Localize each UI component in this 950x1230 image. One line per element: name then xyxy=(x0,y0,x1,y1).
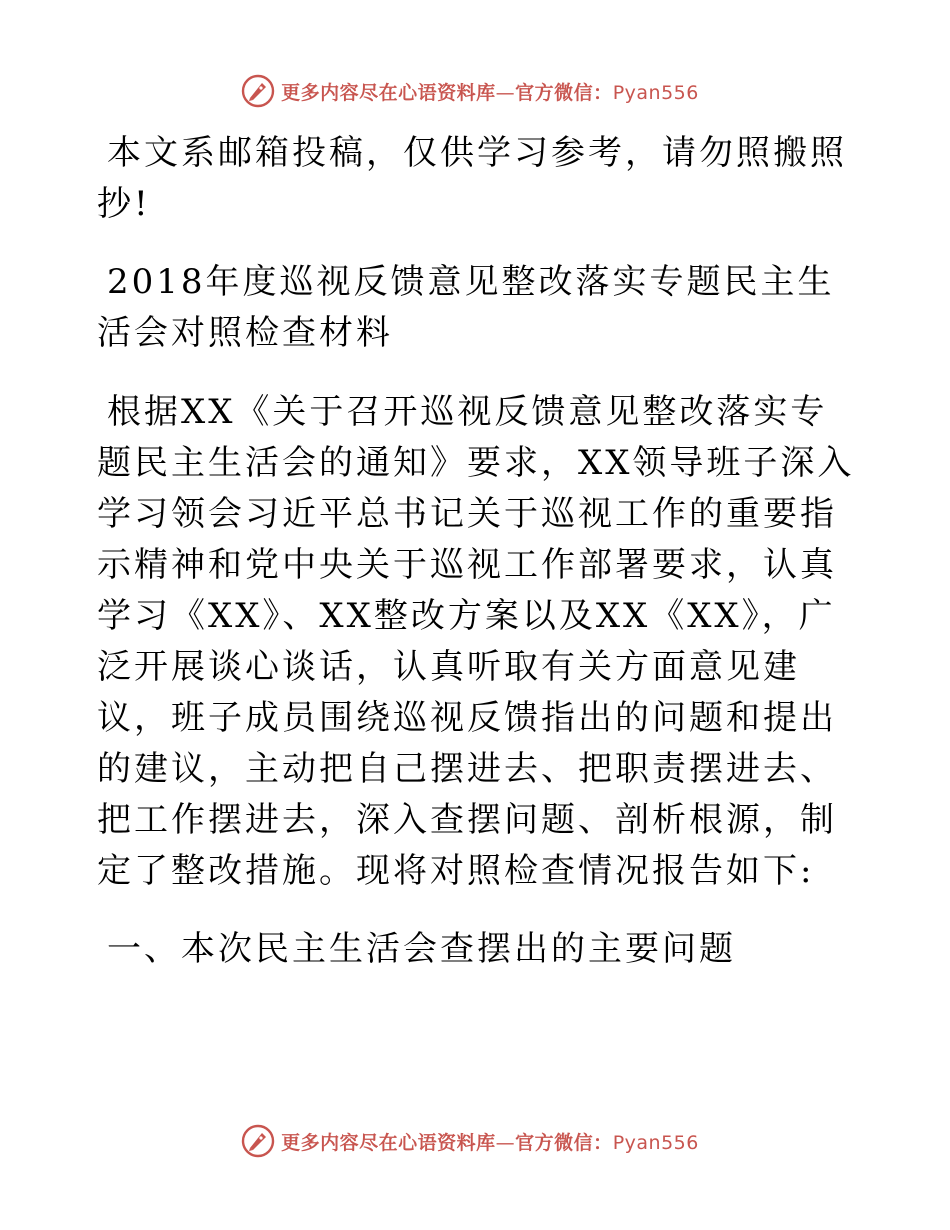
body-paragraph: 根据XX《关于召开巡视反馈意见整改落实专题民主生活会的通知》要求，XX领导班子深入学习领会习近平总书记关于巡视工作的重要指示精神和党中央关于巡视工作部署要求，认真学习《XX》、XX整改方案以及XX《XX》，广泛开展谈心谈话，认真听取有关方面意见建议，班子成员围绕巡视反馈指出的问题和提出的建议，主动把自己摆进去、把职责摆进去、把工作摆进去，深入查摆问题、剖析根源，制定了整改措施。现将对照检查情况报告如下: xyxy=(97,392,855,891)
watermark-group xyxy=(241,1124,699,1158)
watermark-main-text: 更多内容尽在心语资料库 xyxy=(281,1131,496,1154)
document-title: 2018年度巡视反馈意见整改落实专题民主生活会对照检查材料 xyxy=(97,262,835,353)
watermark-wechat-label: 官方微信： xyxy=(515,81,613,104)
watermark-separator: — xyxy=(495,1131,516,1154)
disclaimer-text: 本文系邮箱投稿，仅供学习参考，请勿照搬照抄! xyxy=(97,133,847,224)
watermark-wechat-id: Pyan556 xyxy=(612,81,699,104)
watermark-wechat-id: Pyan556 xyxy=(612,1131,699,1154)
watermark-text xyxy=(281,78,699,105)
watermark-group xyxy=(241,74,699,108)
footer-watermark xyxy=(0,1121,950,1161)
watermark-text xyxy=(281,1128,699,1155)
section-heading: 一、本次民主生活会查摆出的主要问题 xyxy=(107,929,736,969)
pen-nib-logo-icon xyxy=(241,1124,275,1158)
watermark-wechat-label: 官方微信： xyxy=(515,1131,613,1154)
watermark-separator: — xyxy=(495,81,516,104)
document-content xyxy=(97,120,862,975)
header-watermark xyxy=(0,71,950,111)
watermark-main-text: 更多内容尽在心语资料库 xyxy=(281,81,496,104)
pen-nib-logo-icon xyxy=(241,74,275,108)
